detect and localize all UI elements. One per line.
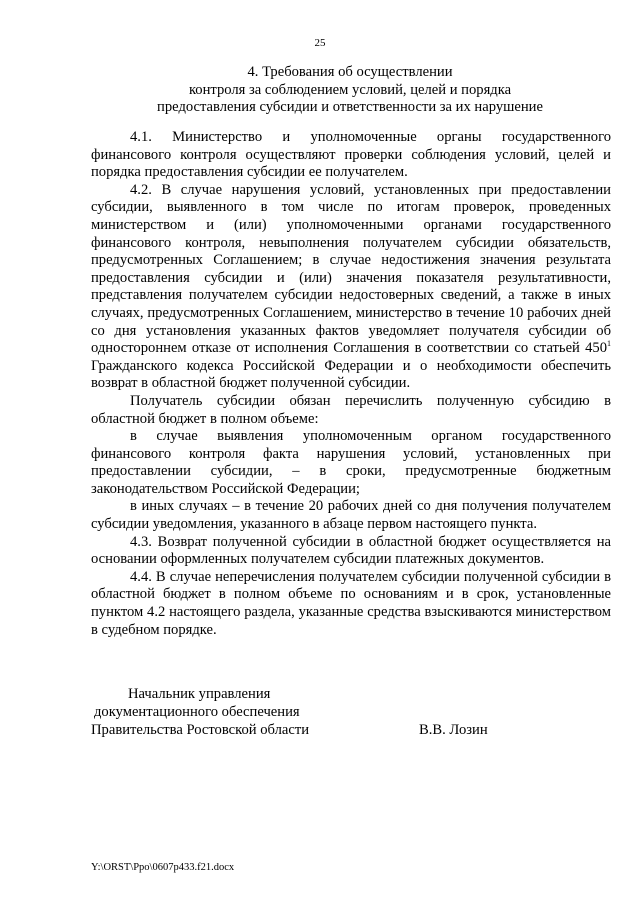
- paragraph-obligation: Получатель субсидии обязан перечислить полученную субсидию в областной бюджет в полном объеме:: [91, 392, 611, 427]
- footer-file-path: Y:\ORST\Ppo\0607p433.f21.docx: [91, 862, 235, 873]
- signature-title-line-1: Начальник управления: [128, 686, 271, 702]
- heading-line-1: 4. Требования об осуществлении: [247, 64, 453, 80]
- signature-title-line-2: документационного обеспечения: [94, 704, 300, 720]
- paragraph-4-2-text-end: Гражданского кодекса Российской Федерации и о необходимости обеспечить возврат в областной бюджет полученной субсидии.: [91, 357, 611, 392]
- article-superscript: 1: [607, 339, 611, 349]
- paragraph-case-control: в случае выявления уполномоченным органом государственного финансового контроля факта нарушения условий, установленных при предоставлении субсидии, – в сроки, предусмотренные бюджетным законодательством Российской Федерации;: [91, 428, 611, 497]
- paragraph-case-other: в иных случаях – в течение 20 рабочих дней со дня получения получателем субсидии уведомления, указанного в абзаце первом настоящего пункта.: [91, 498, 611, 533]
- body-text: [91, 129, 611, 639]
- signature-title-line-3: Правительства Ростовской области: [91, 722, 310, 738]
- paragraph-4-2: [91, 182, 611, 393]
- section-heading: [80, 64, 620, 117]
- paragraph-4-2-text: 4.2. В случае нарушения условий, установленных при предоставлении субсидии, выявленного в том числе по итогам проверок, проведенных министерством и (или) уполномоченными органами государственного финансового контроля, невыполнения получателем субсидии обязательств, предусмотренных Соглашением; в случае недостижения значения результата предоставления субсидии и (или) значения показателя результативности, представления получателем субсидии недостоверных сведений, а также в иных случаях, предусмотренных Соглашением, министерство в течение 10 рабочих дней со дня установления указанных фактов уведомляет получателя субсидии об одностороннем отказе от исполнения Соглашения в соответствии со статьей 450: [91, 181, 611, 357]
- paragraph-4-3: 4.3. Возврат полученной субсидии в областной бюджет осуществляется на основании оформленных получателем субсидии платежных документов.: [91, 533, 611, 568]
- paragraph-4-1: 4.1. Министерство и уполномоченные органы государственного финансового контроля осуществляют проверки соблюдения условий, целей и порядка предоставления субсидии ее получателем.: [91, 129, 611, 181]
- page-number: 25: [314, 37, 326, 49]
- paragraph-4-4: 4.4. В случае неперечисления получателем субсидии полученной субсидии в областной бюджет в полном объеме по основаниям и в срок, установленные пунктом 4.2 настоящего раздела, указанные средства взыскиваются министерством в судебном порядке.: [91, 568, 611, 638]
- heading-line-3: предоставления субсидии и ответственности за их нарушение: [157, 99, 543, 115]
- heading-line-2: контроля за соблюдением условий, целей и порядка: [188, 81, 512, 98]
- signature-name: В.В. Лозин: [419, 722, 488, 738]
